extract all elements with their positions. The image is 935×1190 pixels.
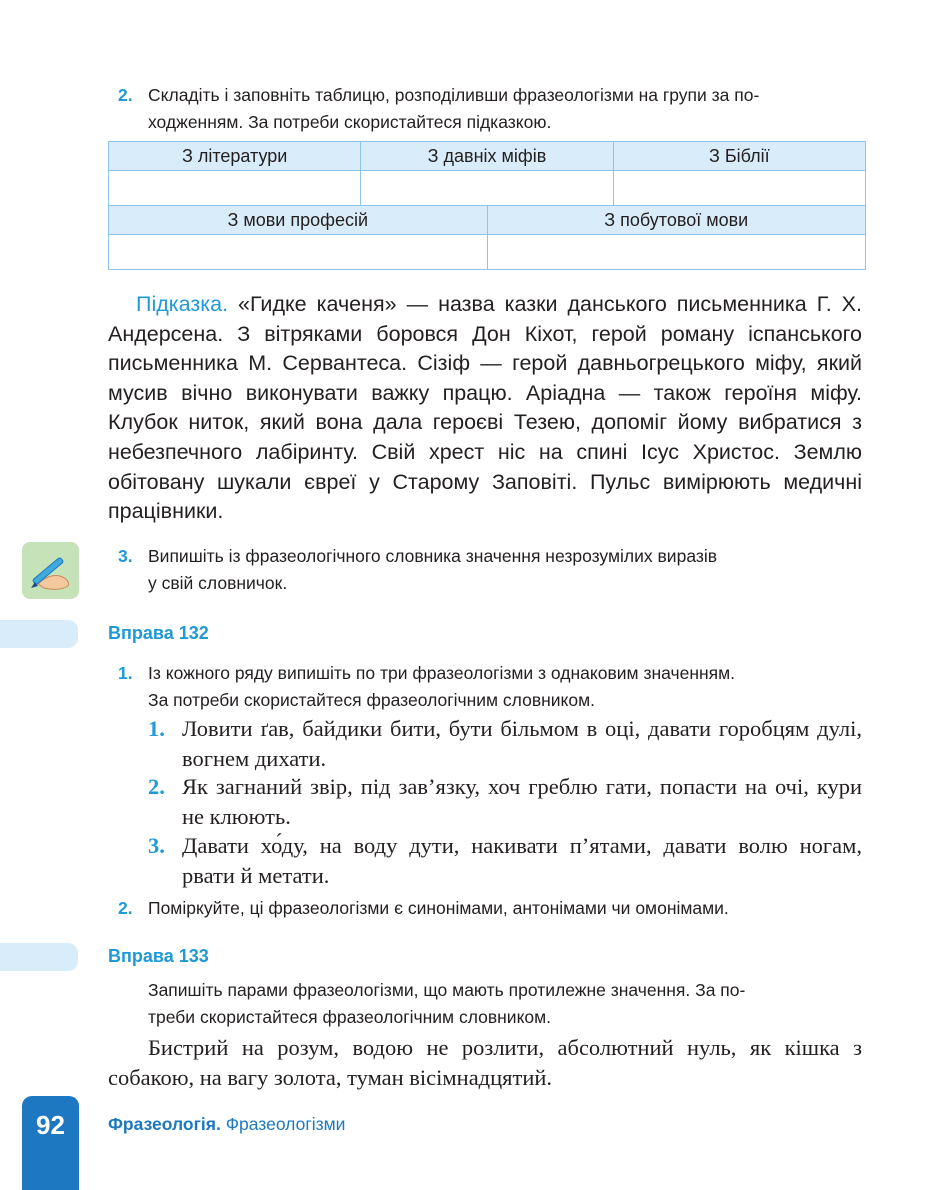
- table-header-cell: З давніх міфів: [361, 142, 613, 171]
- footer-subsection: Фразеологізми: [225, 1114, 346, 1134]
- table-header-cell: З літератури: [109, 142, 361, 171]
- table-empty-cell[interactable]: [109, 235, 488, 270]
- exercise-133-body: Бистрий на розум, водою не розлити, абсолютний нуль, як кішка з собакою, на вагу золота, туман вісімнадцятий.: [108, 1035, 862, 1090]
- task-text-line: у свій словничок.: [148, 573, 288, 593]
- task-number: 1.: [118, 663, 133, 683]
- item-number: 2.: [148, 774, 165, 799]
- exercise-title: Вправа 133: [108, 946, 209, 966]
- exercise-132-task-2: [118, 895, 878, 922]
- table-header-cell: З мови професій: [109, 206, 488, 235]
- table-empty-cell[interactable]: [109, 171, 361, 206]
- task-number: 3.: [118, 546, 133, 566]
- task-text-line: Випишіть із фразеологічного словника значення незрозумілих виразів: [148, 546, 718, 566]
- table-empty-cell[interactable]: [613, 171, 865, 206]
- table-row-2: [108, 205, 866, 270]
- item-text: Давати хо́ду, на воду дути, накивати п’ятами, давати волю ногам, рвати й метати.: [182, 833, 862, 888]
- list-item: [148, 772, 862, 831]
- task-3: [118, 543, 863, 597]
- task-number: 2.: [118, 85, 133, 105]
- task-text-line: За потреби скористайтеся фразеологічним словником.: [148, 690, 596, 710]
- table-empty-cell[interactable]: [487, 235, 866, 270]
- table-row-1: [108, 141, 866, 206]
- task-text-line: Запишіть парами фразеологізми, що мають протилежне значення. За по-: [148, 980, 746, 1000]
- page-number: 92: [36, 1110, 65, 1140]
- hand-writing-pen-icon: [22, 542, 79, 599]
- item-number: 3.: [148, 833, 165, 858]
- table-empty-cell[interactable]: [361, 171, 613, 206]
- list-item: [148, 831, 862, 890]
- task-text-line: ходженням. За потреби скористайтеся підказкою.: [148, 112, 552, 132]
- origin-table: [108, 141, 866, 270]
- item-text: Ловити ґав, байдики бити, бути більмом в оці, давати горобцям дулі, вогнем дихати.: [182, 716, 862, 771]
- task-text-line: Із кожного ряду випишіть по три фразеологізми з однаковим значенням.: [148, 663, 736, 683]
- hint-label: Підказка.: [136, 292, 229, 316]
- task-text-line: Складіть і заповніть таблицю, розподіливши фразеологізми на групи за по-: [148, 85, 760, 105]
- exercise-side-tab: [0, 943, 78, 971]
- exercise-side-tab: [0, 620, 78, 648]
- table-header-cell: З побутової мови: [487, 206, 866, 235]
- footer-section: Фразеологія.: [108, 1114, 221, 1134]
- hint-paragraph: [108, 290, 862, 527]
- item-text: Як загнаний звір, під зав’язку, хоч греблю гати, попасти на очі, кури не клюють.: [182, 774, 862, 829]
- hint-text: «Гидке каченя» — назва казки данського письменника Г. Х. Андерсена. З вітряками боровся Дон Кіхот, герой роману іспанського письменника М. Сервантеса. Сізіф — герой давньогрецького міфу, який мусив вічно виконувати важку працю. Аріадна — також героїня міфу. Клубок ниток, який вона дала героєві Тезею, допоміг йому вибратися з небезпечного лабіринту. Свій хрест ніс на спині Ісус Христос. Землю обітовану шукали євреї у Старому Заповіті. Пульс вимірюють медичні працівники.: [108, 292, 862, 524]
- page-number-tab: [22, 1096, 79, 1190]
- footer-running-title: [108, 1114, 345, 1135]
- task-text-line: треби скористайтеся фразеологічним словником.: [148, 1007, 552, 1027]
- task-number: 2.: [118, 898, 133, 918]
- item-number: 1.: [148, 716, 165, 741]
- exercise-title: Вправа 132: [108, 623, 209, 643]
- task-text-line: Поміркуйте, ці фразеологізми є синонімами, антонімами чи омонімами.: [148, 898, 729, 918]
- table-header-cell: З Біблії: [613, 142, 865, 171]
- task-2: [118, 82, 863, 136]
- list-item: [148, 714, 862, 773]
- exercise-132-task-1: [118, 660, 863, 714]
- exercise-133-task: [148, 977, 864, 1031]
